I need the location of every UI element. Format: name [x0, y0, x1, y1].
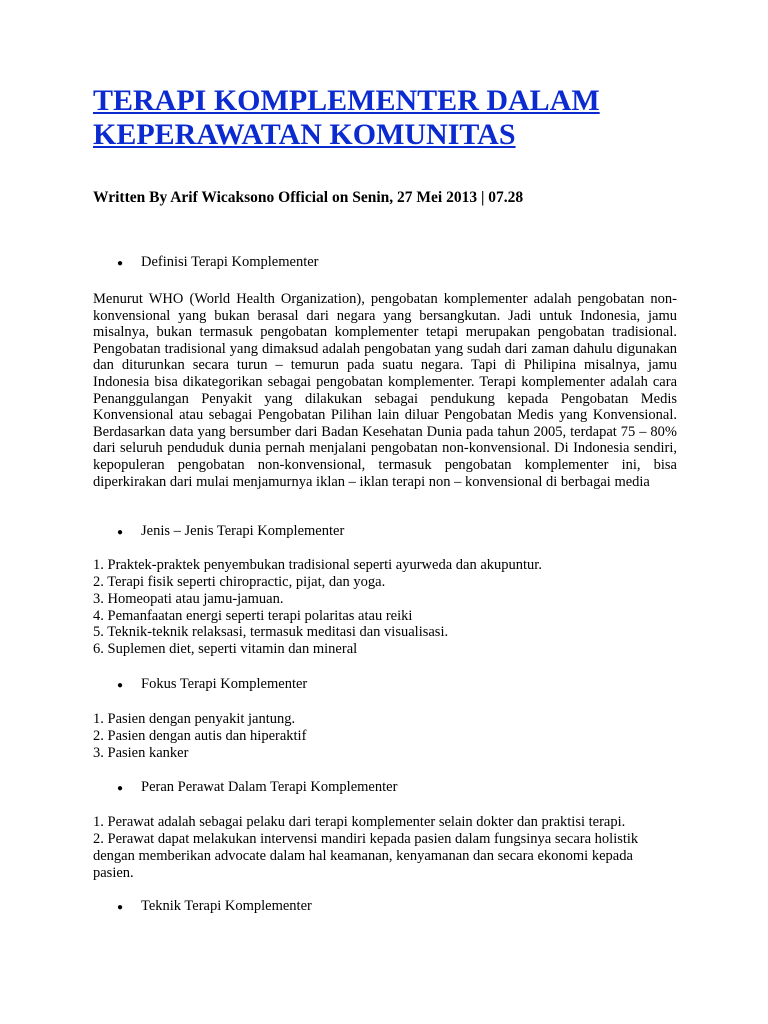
bullet-dot-icon: ● [117, 902, 124, 914]
list-item: 6. Suplemen diet, seperti vitamin dan mineral [93, 641, 358, 658]
list-item: 3. Homeopati atau jamu-jamuan. [93, 590, 284, 607]
list-item: 1. Praktek-praktek penyembukan tradisional seperti ayurweda dan akupuntur. [93, 557, 542, 574]
bullet-peran [93, 778, 677, 798]
list-item: 5. Teknik-teknik relaksasi, termasuk meditasi dan visualisasi. [93, 624, 449, 641]
definisi-paragraph: Menurut WHO (World Health Organization), pengobatan komplementer adalah pengobatan non-konvensional yang bukan berasal dari negara yang bersangkutan. Jadi untuk Indonesia, jamu misalnya, bukan termasuk pengobatan komplementer tetapi merupakan pengobatan tradisional. Pengobatan tradisional yang dimaksud adalah pengobatan yang sudah dari zaman dahulu digunakan dan diturunkan secara turun – temurun pada suatu negara. Tapi di Philipina misalnya, jamu Indonesia bisa dikategorikan sebagai pengobatan komplementer. Terapi komplementer adalah cara Penanggulangan Penyakit yang dilakukan sebagai pendukung kepada Pengobatan Medis Konvensional atau sebagai Pengobatan Pilihan lain diluar Pengobatan Medis yang Konvensional. [93, 291, 677, 424]
section-heading: Fokus Terapi Komplementer [141, 675, 308, 692]
bullet-dot-icon: ● [117, 783, 124, 795]
list-item: 3. Pasien kanker [93, 744, 189, 761]
article-title-link[interactable] [93, 84, 600, 151]
bullet-dot-icon: ● [117, 258, 124, 269]
list-item: 2. Terapi fisik seperti chiropractic, pijat, dan yoga. [93, 573, 386, 590]
list-item: 2. Perawat dapat melakukan intervensi mandiri kepada pasien dalam fungsinya secara holistik dengan memberikan advocate dalam hal keamanan, kenyamanan dan secara ekonomi kepada pasien. [93, 831, 639, 881]
peran-list [93, 814, 677, 881]
jenis-list [93, 557, 677, 658]
document-page [93, 84, 677, 917]
bullet-teknik [93, 897, 677, 917]
definisi-paragraph-2: Berdasarkan data yang bersumber dari Badan Kesehatan Dunia pada tahun 2005, terdapat 75 – 80% dari seluruh penduduk dunia pernah menjalani pengobatan non-konvensional. Di Indonesia sendiri, kepopuleran pengobatan non-konvensional, termasuk pengobatan komplementer ini, bisa diperkirakan dari mulai menjamurnya iklan – iklan terapi non – konvensional di berbagai media [93, 423, 677, 490]
section-heading: Teknik Terapi Komplementer [141, 898, 312, 915]
section-heading: Peran Perawat Dalam Terapi Komplementer [141, 779, 398, 796]
section-heading: Definisi Terapi Komplementer [141, 254, 319, 270]
section-definisi [93, 253, 677, 490]
bullet-dot-icon: ● [117, 527, 124, 539]
list-item: 4. Pemanfaatan energi seperti terapi polaritas atau reiki [93, 607, 413, 624]
section-jenis [93, 522, 677, 658]
article-byline: Written By Arif Wicaksono Official on Senin, 27 Mei 2013 | 07.28 [93, 189, 524, 206]
bullet-definisi [93, 253, 677, 273]
list-item: 1. Pasien dengan penyakit jantung. [93, 710, 296, 727]
title-line-2: KEPERAWATAN KOMUNITAS [93, 118, 516, 151]
fokus-list [93, 711, 677, 761]
bullet-fokus [93, 675, 677, 695]
section-fokus [93, 675, 677, 761]
article-title [93, 84, 677, 152]
list-item: 1. Perawat adalah sebagai pelaku dari terapi komplementer selain dokter dan praktisi terapi. [93, 814, 626, 831]
section-peran [93, 778, 677, 881]
bullet-jenis [93, 522, 677, 542]
section-heading: Jenis – Jenis Terapi Komplementer [141, 523, 345, 540]
section-teknik [93, 897, 677, 917]
bullet-dot-icon: ● [117, 679, 124, 691]
title-line-1: TERAPI KOMPLEMENTER DALAM [93, 84, 600, 117]
list-item: 2. Pasien dengan autis dan hiperaktif [93, 727, 307, 744]
